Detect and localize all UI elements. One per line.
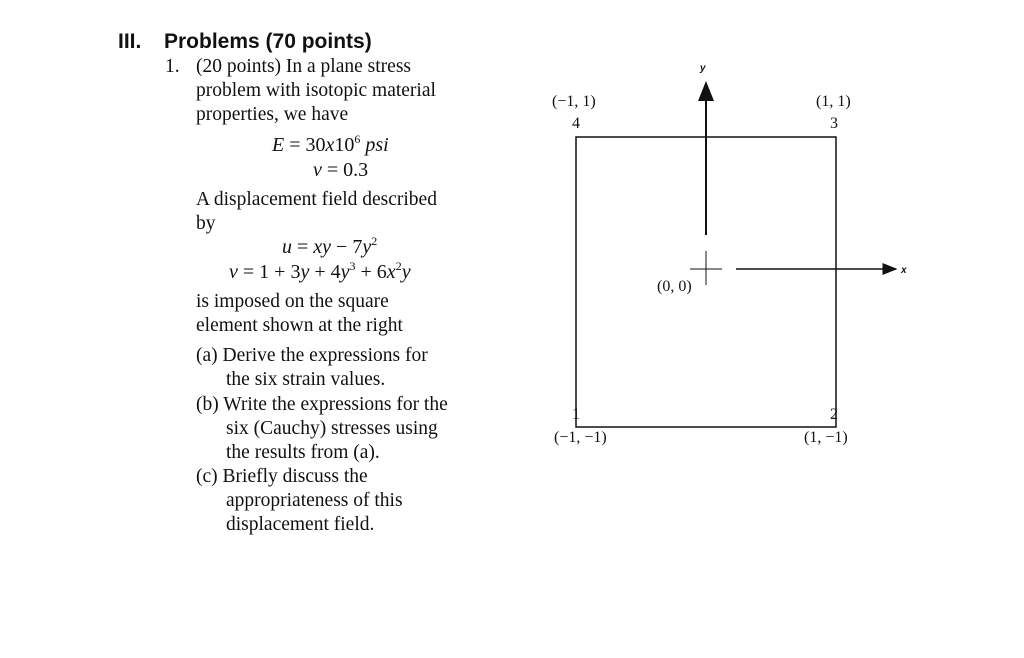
part-c-line-1: (c) Briefly discuss the	[196, 466, 368, 487]
intro-line-1: (20 points) In a plane stress	[196, 56, 411, 77]
node-4-id: 4	[572, 115, 580, 132]
part-a-line-1: (a) Derive the expressions for	[196, 345, 428, 366]
x-axis-label: x	[901, 265, 907, 276]
node-3-id: 3	[830, 115, 838, 132]
node-2-coord: (1, −1)	[804, 429, 848, 446]
y-axis-label: y	[700, 63, 706, 74]
equation-poisson-ratio: v = 0.3	[313, 159, 369, 181]
part-b-line-3: the results from (a).	[226, 442, 380, 463]
after-line-1: is imposed on the square	[196, 291, 389, 312]
node-3-coord: (1, 1)	[816, 93, 851, 110]
after-line-2: element shown at the right	[196, 315, 403, 336]
middle-line-1: A displacement field described	[196, 189, 437, 210]
intro-line-3: properties, we have	[196, 104, 349, 125]
origin-label: (0, 0)	[657, 278, 692, 295]
problem-number: 1.	[165, 56, 180, 77]
intro-line-2: problem with isotopic material	[196, 80, 436, 101]
equation-u-displacement: u = xy − $7y^2$	[282, 234, 378, 258]
node-1-coord: (−1, −1)	[554, 429, 607, 446]
node-1-id: 1	[572, 406, 580, 423]
equation-v-displacement: $v = 1 + 3y + 4y^3 + 6x^2y$	[229, 259, 411, 283]
equation-young-modulus: $E = 30x10^6$ psi	[272, 132, 389, 156]
section-heading	[118, 30, 372, 54]
middle-line-2: by	[196, 213, 216, 234]
part-b-line-2: six (Cauchy) stresses using	[226, 418, 438, 439]
part-c-line-3: displacement field.	[226, 514, 375, 535]
node-4-coord: (−1, 1)	[552, 93, 596, 110]
node-2-id: 2	[830, 406, 838, 423]
diagram-svg	[540, 55, 920, 455]
part-a-line-2: the six strain values.	[226, 369, 386, 390]
part-b-line-1: (b) Write the expressions for the	[196, 394, 448, 415]
part-c-line-2: appropriateness of this	[226, 490, 403, 511]
section-title: Problems (70 points)	[164, 30, 372, 53]
square-element-diagram	[540, 55, 920, 455]
section-numeral: III.	[118, 30, 142, 53]
